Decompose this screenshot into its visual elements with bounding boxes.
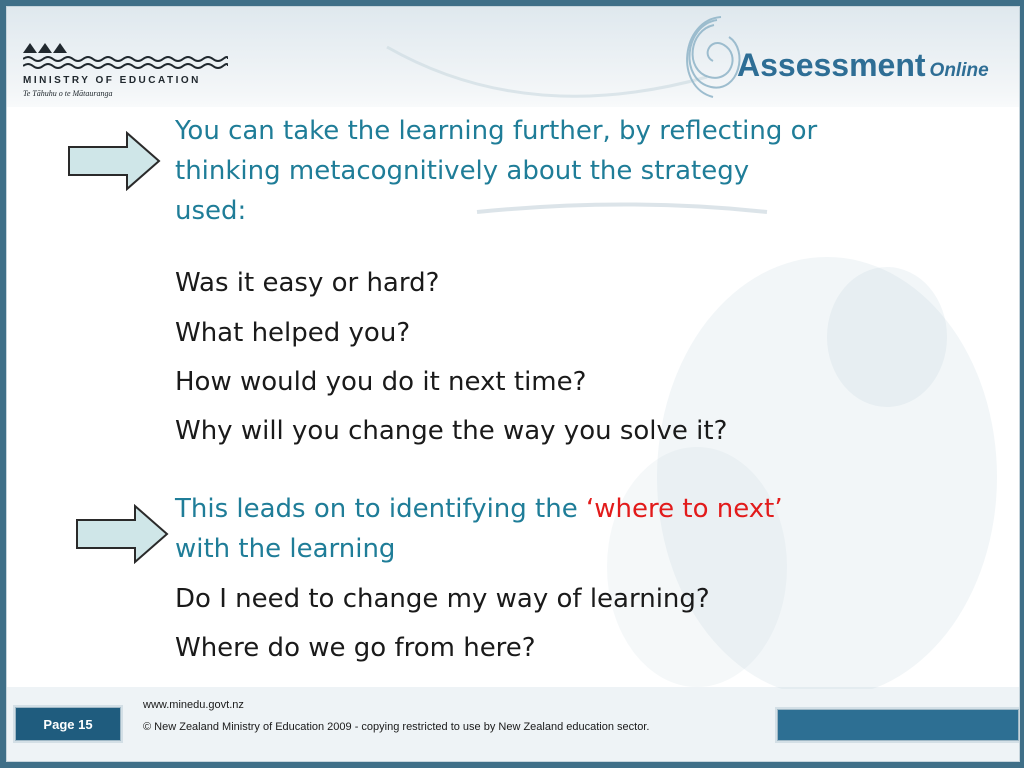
question-item: Why will you change the way you solve it? xyxy=(175,416,728,446)
intro-line-1: You can take the learning further, by reflecting or xyxy=(175,116,818,146)
brand-main: Assessment xyxy=(737,47,926,83)
intro-line-2: thinking metacognitively about the strategy xyxy=(175,156,750,186)
ministry-name: MINISTRY OF EDUCATION xyxy=(23,75,201,86)
question-item: How would you do it next time? xyxy=(175,367,587,397)
right-arrow-icon xyxy=(75,504,169,564)
next-line-1 xyxy=(175,489,783,529)
brand-title xyxy=(737,47,989,84)
right-arrow-icon xyxy=(67,131,161,191)
question-item: What helped you? xyxy=(175,318,411,348)
slide-frame xyxy=(6,6,1020,762)
next-prefix: This leads on to identifying the xyxy=(175,494,586,524)
ministry-logo-icon-3 xyxy=(53,43,67,53)
page-number-badge: Page 15 xyxy=(15,707,121,741)
brand-sub: Online xyxy=(929,60,989,81)
footer-decorative-bar xyxy=(777,709,1019,741)
next-question-item: Do I need to change my way of learning? xyxy=(175,584,710,614)
intro-line-3: used: xyxy=(175,196,247,226)
next-highlight: ‘where to next’ xyxy=(586,494,783,524)
footer-copyright: © New Zealand Ministry of Education 2009 - copying restricted to use by New Zealand education sector. xyxy=(143,721,650,733)
ministry-logo-icon-2 xyxy=(38,43,52,53)
question-item: Was it easy or hard? xyxy=(175,268,440,298)
ministry-logo-icon xyxy=(23,43,37,53)
footer-url[interactable]: www.minedu.govt.nz xyxy=(143,699,244,711)
next-line-2: with the learning xyxy=(175,534,396,564)
next-question-item: Where do we go from here? xyxy=(175,633,536,663)
logo-waves-icon xyxy=(23,55,228,71)
ministry-maori-name: Te Tāhuhu o te Mātauranga xyxy=(23,89,113,98)
